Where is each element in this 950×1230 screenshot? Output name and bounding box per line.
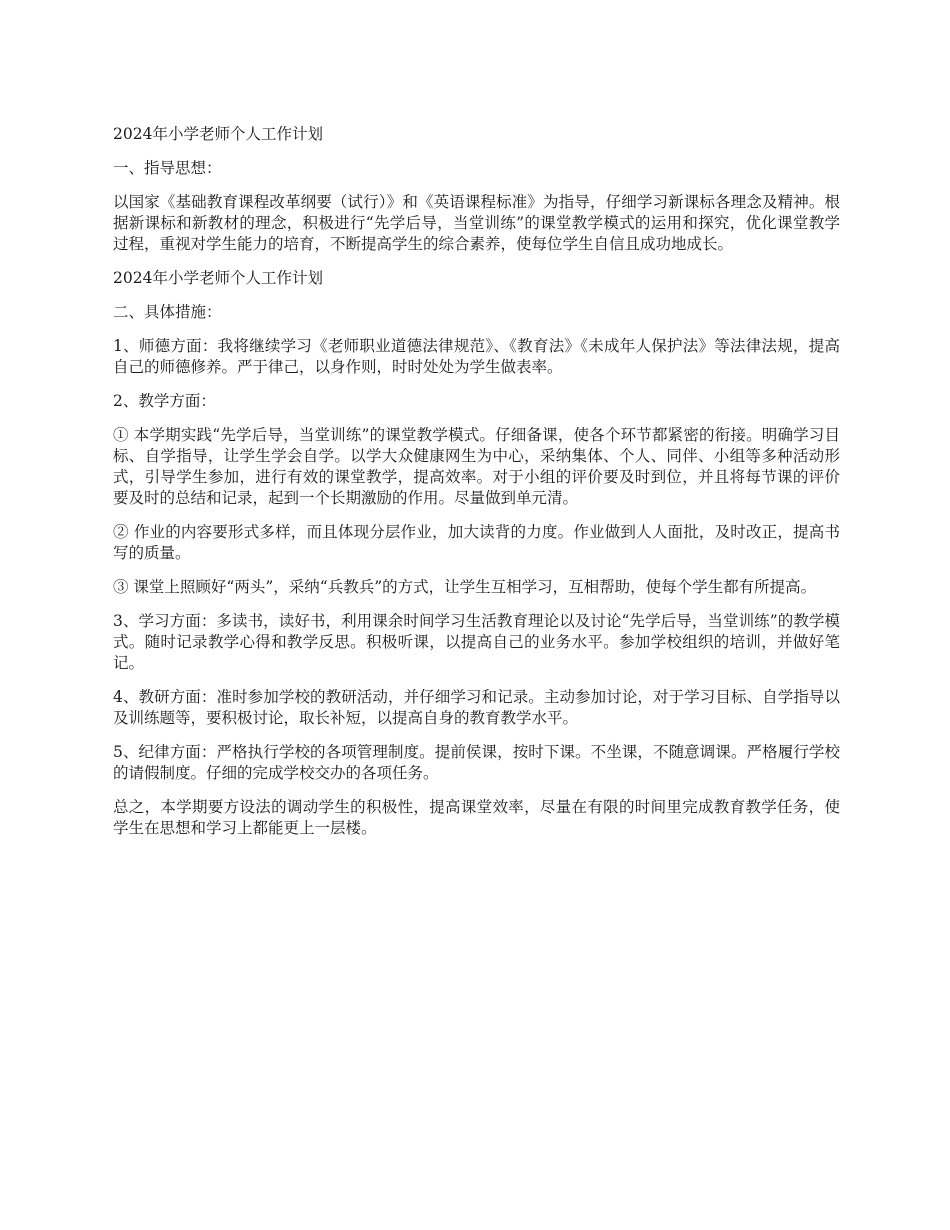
document-title: 2024年小学老师个人工作计划 xyxy=(113,125,323,143)
teaching-point-2-paragraph: ② 作业的内容要形式多样，而且体现分层作业，加大读背的力度。作业做到人人面批，及时改正，提高书写的质量。 xyxy=(113,523,840,562)
measure-study-paragraph: 3、学习方面：多读书，读好书，利用课余时间学习生活教育理论以及讨论“先学后导，当堂训练”的教学模式。随时记录教学心得和教学反思。积极听课，以提高自己的业务水平。参加学校组织的培训，并做好笔记。 xyxy=(113,612,840,672)
section-heading-measures: 二、具体措施： xyxy=(113,303,222,321)
teaching-point-3-paragraph: ③ 课堂上照顾好“两头”，采纳“兵教兵”的方式，让学生互相学习，互相帮助，使每个学生都有所提高。 xyxy=(113,578,817,596)
section-heading-guiding-thought: 一、指导思想： xyxy=(113,159,222,177)
guiding-thought-paragraph: 以国家《基础教育课程改革纲要（试行）》和《英语课程标准》为指导，仔细学习新课标各理念及精神。根据新课标和新教材的理念，积极进行“先学后导，当堂训练”的课堂教学模式的运用和探究，优化课堂教学过程，重视对学生能力的培育，不断提高学生的综合素养，使每位学生自信且成功地成长。 xyxy=(113,193,840,253)
measure-discipline-paragraph: 5、纪律方面：严格执行学校的各项管理制度。提前侯课，按时下课。不坐课，不随意调课。严格履行学校的请假制度。仔细的完成学校交办的各项任务。 xyxy=(113,743,840,782)
teaching-point-1-paragraph: ① 本学期实践“先学后导，当堂训练”的课堂教学模式。仔细备课，使各个环节都紧密的衔接。明确学习目标、自学指导，让学生学会自学。以学大众健康网生为中心，采纳集体、个人、同伴、小组等多种活动形式，引导学生参加，进行有效的课堂教学，提高效率。对于小组的评价要及时到位，并且将每节课的评价要及时的总结和记录，起到一个长期激励的作用。尽量做到单元清。 xyxy=(113,426,840,507)
measure-teaching-heading: 2、教学方面： xyxy=(113,392,216,410)
document-page xyxy=(113,124,840,852)
conclusion-paragraph: 总之，本学期要方设法的调动学生的积极性，提高课堂效率，尽量在有限的时间里完成教育教学任务，使学生在思想和学习上都能更上一层楼。 xyxy=(113,798,840,837)
measure-research-paragraph: 4、教研方面：准时参加学校的教研活动，并仔细学习和记录。主动参加讨论，对于学习目标、自学指导以及训练题等，要积极讨论，取长补短，以提高自身的教育教学水平。 xyxy=(113,688,840,727)
document-title-repeat: 2024年小学老师个人工作计划 xyxy=(113,269,323,287)
measure-ethics-paragraph: 1、师德方面：我将继续学习《老师职业道德法律规范》、《教育法》《未成年人保护法》等法律法规，提高自己的师德修养。严于律己，以身作则，时时处处为学生做表率。 xyxy=(113,337,840,376)
